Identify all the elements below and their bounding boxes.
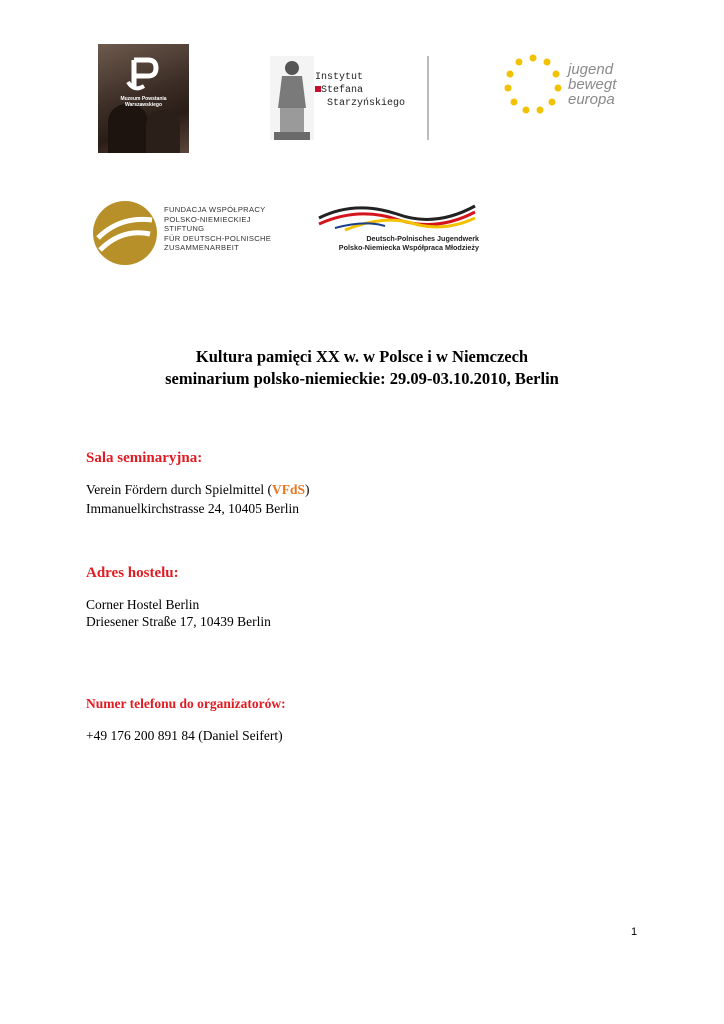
hostel-heading: Adres hostelu: bbox=[86, 565, 179, 581]
fundacja-logo bbox=[90, 198, 290, 268]
soldier-silhouette bbox=[108, 104, 148, 153]
jugend-logo-text: jugend bewegt europa bbox=[568, 61, 617, 108]
soldier-silhouette bbox=[146, 110, 180, 153]
museum-logo bbox=[98, 44, 189, 153]
document-subtitle: seminarium polsko-niemieckie: 29.09-03.10.2010, Berlin bbox=[165, 369, 559, 388]
instytut-logo bbox=[270, 56, 432, 142]
dpjw-logo bbox=[315, 198, 480, 258]
document-title: Kultura pamięci XX w. w Polsce i w Niemczech bbox=[195, 347, 529, 366]
phone-heading: Numer telefonu do organizatorów: bbox=[86, 696, 286, 711]
venue-name-prefix: Verein Fördern durch Spielmittel ( bbox=[86, 482, 272, 497]
phone-number: +49 176 200 891 84 (Daniel Seifert) bbox=[86, 728, 283, 743]
dpjw-logo-text: Deutsch-Polnisches Jugendwerk Polsko-Niemiecka Współpraca Młodzieży bbox=[338, 234, 479, 252]
venue-abbreviation: VFdS bbox=[271, 482, 305, 497]
statue-icon bbox=[270, 56, 314, 140]
museum-logo-text: Muzeum Powstania Warszawskiego bbox=[120, 96, 167, 108]
fundacja-emblem-icon bbox=[90, 198, 160, 268]
dpjw-waves-icon bbox=[315, 198, 480, 234]
kotwica-anchor-icon bbox=[126, 56, 162, 94]
logo-divider bbox=[427, 56, 429, 140]
hostel-name: Corner Hostel Berlin bbox=[86, 597, 200, 612]
eu-stars-icon bbox=[500, 50, 566, 120]
page-number: 1 bbox=[631, 926, 638, 938]
venue-address: Immanuelkirchstrasse 24, 10405 Berlin bbox=[86, 501, 299, 516]
hostel-address: Driesener Straße 17, 10439 Berlin bbox=[86, 614, 271, 629]
jugend-bewegt-europa-logo bbox=[500, 50, 650, 120]
venue-name-suffix: ) bbox=[304, 482, 310, 497]
fundacja-logo-text: FUNDACJA WSPÓŁPRACY POLSKO-NIEMIECKIEJ STIFTUNG FÜR DEUTSCH-POLNISCHE ZUSAMMENARBEIT bbox=[164, 205, 272, 252]
venue-name bbox=[86, 482, 309, 498]
venue-heading: Sala seminaryjna: bbox=[86, 450, 203, 466]
instytut-logo-text: Instytut Stefana Starzyńskiego bbox=[315, 72, 406, 109]
